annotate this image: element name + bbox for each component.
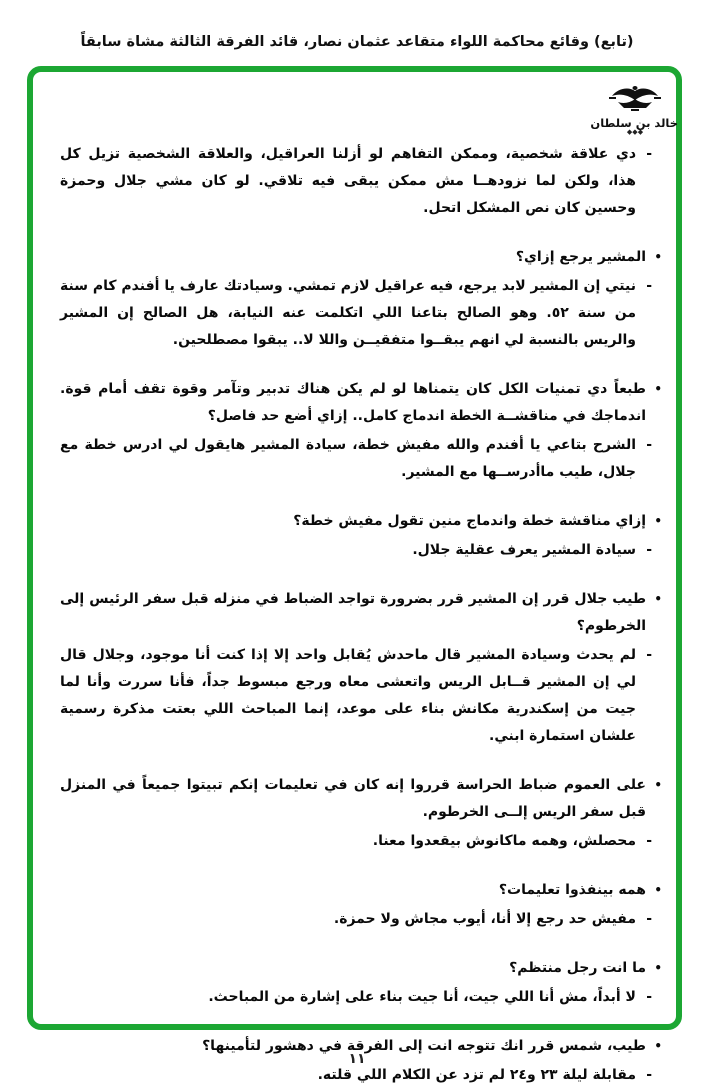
dialogue-item: [60, 586, 662, 640]
dialogue-item: [60, 955, 662, 982]
calligraphy-stamp: [592, 84, 678, 136]
dialogue-item: [60, 273, 662, 354]
dash-marker: -: [646, 146, 652, 162]
dialogue-item: [60, 828, 662, 855]
dash-marker: -: [646, 647, 652, 663]
stamp-emblem-icon: [607, 84, 663, 116]
dash-marker: -: [646, 989, 652, 1005]
bullet-marker: •: [654, 382, 662, 396]
dialogue-text: ما انت رجل منتظم؟: [509, 960, 646, 976]
dialogue-text: لا أبداً، مش أنا اللي جيت، أنا جيت بناء على إشارة من المباحث.: [208, 989, 636, 1005]
dash-marker: -: [646, 833, 652, 849]
dialogue-item: [60, 508, 662, 535]
dialogue-text: طيب جلال قرر إن المشير قرر بضرورة تواجد الضباط في منزله قبل سفر الرئيس إلى الخرطوم؟: [60, 591, 646, 634]
dash-marker: -: [646, 911, 652, 927]
bullet-marker: •: [654, 250, 662, 264]
dialogue-item: [60, 376, 662, 430]
dialogue-item: [60, 772, 662, 826]
dialogue-text: المشير يرجع إزاي؟: [515, 249, 646, 265]
dialogue-text: لم يحدث وسيادة المشير قال ماحدش يُقابل واحد إلا إذا كنت أنا موجود، وجلال قال لي إن المشير قــابل الريس واتعشى معاه ورجع مبسوط جداً، فأنا سررت وأنا لما جيت من إسكندرية مكانش بناء على موعد، إنما المباحث اللي بعتت مذكرة رسمية علشان استمارة ابني.: [60, 647, 636, 744]
dash-marker: -: [646, 437, 652, 453]
dash-marker: -: [646, 278, 652, 294]
stamp-name: خالد بن سلطان: [590, 116, 678, 130]
page-number: ١١: [348, 1051, 366, 1067]
dash-marker: -: [646, 1067, 652, 1083]
bullet-marker: •: [654, 883, 662, 897]
dialogue-item: [60, 642, 662, 750]
dialogue-item: [60, 984, 662, 1011]
dialogue-text: إزاي مناقشة خطة واندماج منين تقول مفيش خطة؟: [293, 513, 646, 529]
dialogue-text: مفيش حد رجع إلا أنا، أيوب مجاش ولا حمزة.: [333, 911, 636, 927]
dialogue-text: نيتي إن المشير لابد يرجع، فيه عراقيل لازم تمشي. وسيادتك عارف يا أفندم كام سنة من سنة ٥٢. وهو الصالح بتاعنا اللي اتكلمت عنه النيابة، هل الصالح إن المشير والريس بالنسبة لي انهم يبقــوا متفقيــن واللا لا.. يبقوا مصطلحين.: [60, 278, 636, 348]
page-header-title: (تابع) وقائع محاكمة اللواء متقاعد عثمان نصار، قائد الفرقة الثالثة مشاة سابقاً: [80, 34, 634, 50]
bullet-marker: •: [654, 1039, 662, 1053]
dash-marker: -: [646, 542, 652, 558]
dialogue-item: [60, 244, 662, 271]
dialogue-item: [60, 432, 662, 486]
dialogue-item: [60, 141, 662, 222]
dialogue-text: طبعاً دي تمنيات الكل كان يتمناها لو لم يكن هناك تدبير وتآمر وقوة تقف أمام قوة. اندماجك في مناقشــة الخطة اندماج كامل.. إزاي أضع حد فاصل؟: [60, 381, 646, 424]
dialogue-item: [60, 906, 662, 933]
dialogue-text: الشرح بتاعي يا أفندم والله مفيش خطة، سيادة المشير هايقول لي ادرس خطة مع جلال، طيب ماأدرســها مع المشير.: [60, 437, 636, 480]
bullet-marker: •: [654, 778, 662, 792]
dialogue-text: على العموم ضباط الحراسة قرروا إنه كان في تعليمات إنكم تبيتوا جميعاً في المنزل قبل سفر الريس إلــى الخرطوم.: [60, 777, 646, 820]
dialogue-item: [60, 537, 662, 564]
dialogue-text: همه بينفذوا تعليمات؟: [498, 882, 646, 898]
dialogue-item: [60, 877, 662, 904]
bullet-marker: •: [654, 514, 662, 528]
bullet-marker: •: [654, 592, 662, 606]
dialogue-text: دي علاقة شخصية، وممكن التفاهم لو أزلنا العراقيل، والعلاقة الشخصية تزيل كل هذا، ولكن لما نزودهــا مش ممكن يبقى فيه تلاقي. لو كان مشي جلال وحمزة وحسين كان نص المشكل اتحل.: [60, 146, 636, 216]
dialogue-text: مقابلة ليلة ٢٣ و٢٤ لم تزد عن الكلام اللي قلته.: [317, 1067, 636, 1083]
dialogue-text: محصلش، وهمه ماكانوش بيقعدوا معنا.: [372, 833, 636, 849]
dialogue-text: طيب، شمس قرر انك تتوجه انت إلى الفرقة في دهشور لتأمينها؟: [202, 1038, 646, 1054]
bullet-marker: •: [654, 961, 662, 975]
dialogue-list: [60, 141, 662, 1089]
dialogue-text: سيادة المشير يعرف عقلية جلال.: [412, 542, 636, 558]
stamp-flourish-ornament: ◆◆◆: [626, 128, 644, 136]
